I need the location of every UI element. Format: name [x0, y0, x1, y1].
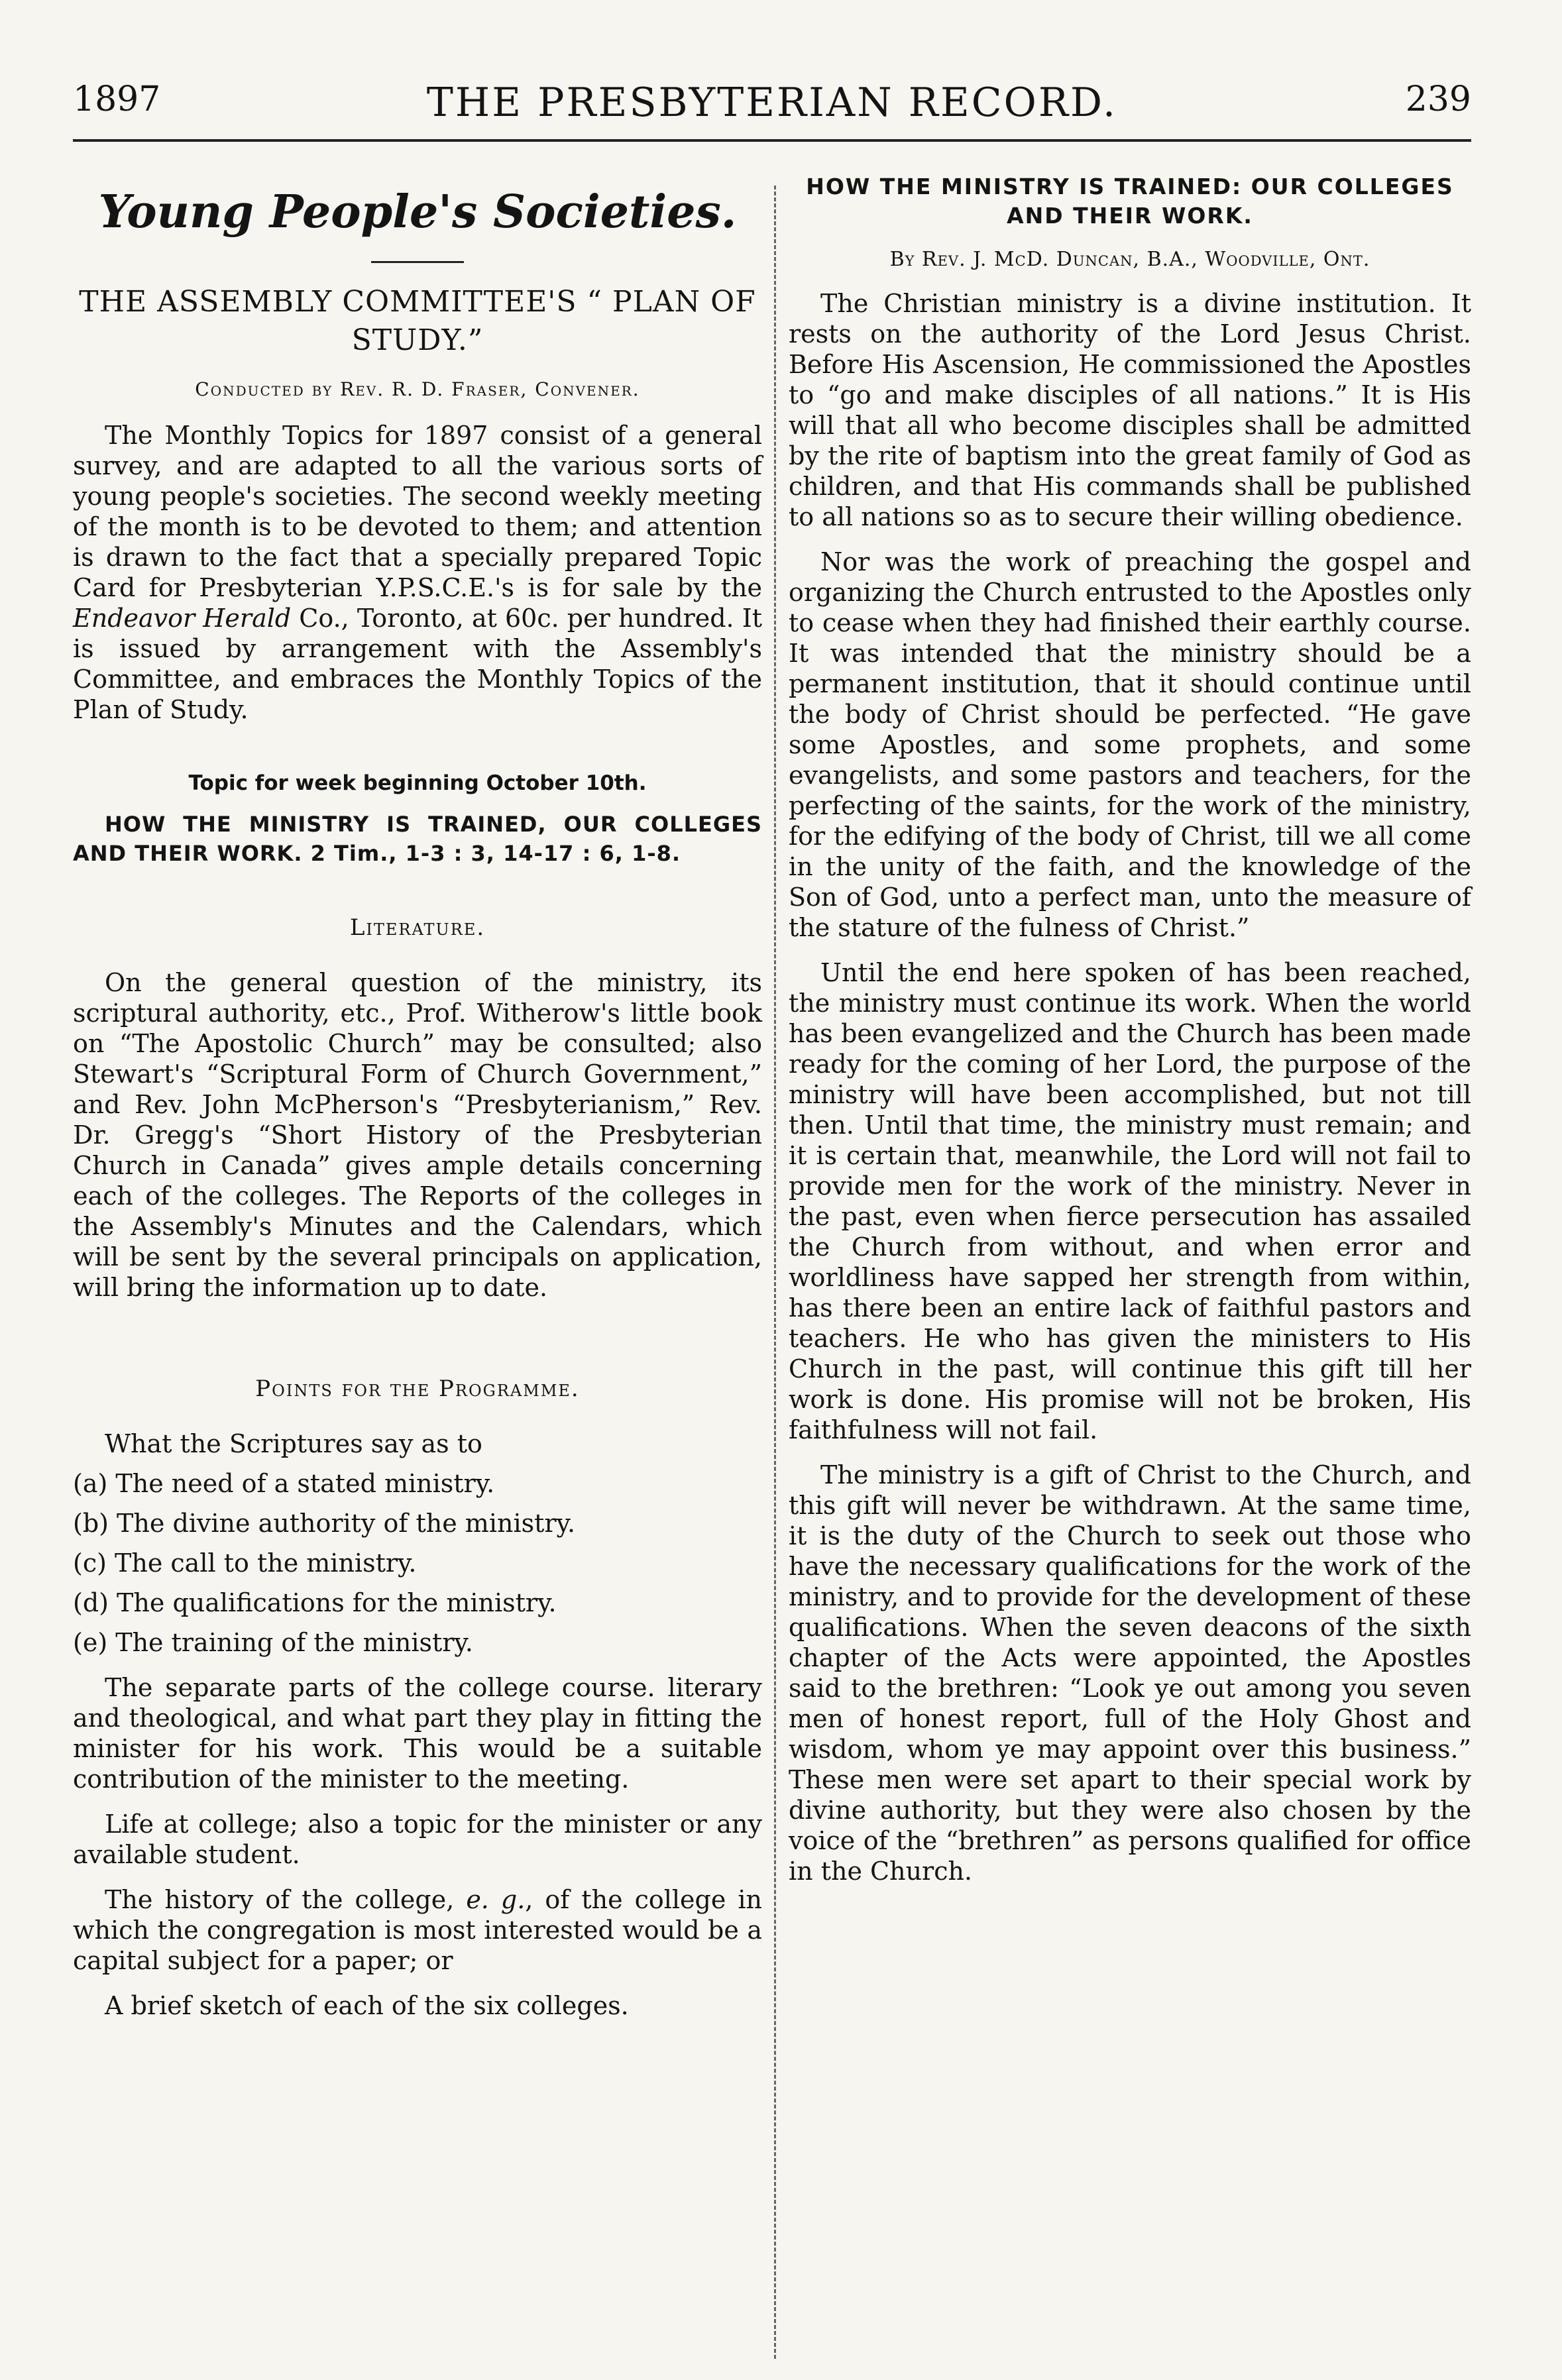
header-page-number: 239	[1405, 80, 1471, 119]
history-text-2: , of the college in which the congregation is most interested would be a capital subject for a paper; or	[73, 1885, 762, 1975]
newspaper-page	[73, 73, 1471, 2020]
literature-title: Literature.	[349, 914, 486, 941]
topic-heading: HOW THE MINISTRY IS TRAINED, OUR COLLEGES AND THEIR WORK. 2 Tim., 1-3 : 3, 14-17 : 6, 1-8.	[73, 812, 762, 866]
right-paragraph: The Christian ministry is a divine institution. It rests on the authority of the Lord Jesus Christ. Before His Ascension, He commissioned the Apostles to “go and make disciples of all nations.” It is His will that all who become disciples shall be admitted by the rite of baptism into the great family of God as children, and that His commands shall be published to all nations so as to secure their willing obedience.	[789, 289, 1471, 531]
header-year: 1897	[73, 80, 161, 119]
column-divider	[774, 186, 776, 2359]
list-item: (b) The divine authority of the ministry.	[73, 1509, 576, 1538]
points-intro: What the Scriptures say as to	[105, 1429, 482, 1458]
section-rule	[371, 261, 464, 263]
columns	[73, 172, 1471, 2359]
right-article-byline: By Rev. J. McD. Duncan, B.A., Woodville, Ont.	[889, 248, 1370, 271]
history-text-1: The history of the college,	[105, 1885, 467, 1914]
sketch-paragraph: A brief sketch of each of the six colleges.	[105, 1991, 629, 2020]
section-title: Young People's Societies.	[98, 186, 737, 239]
right-paragraph: The ministry is a gift of Christ to the Church, and this gift will never be withdrawn. At the same time, it is the duty of the Church to seek out those who have the necessary qualifications for the work of the ministry, and to provide for the development of these qualifications. When the seven deacons of the sixth chapter of the Acts were appointed, the Apostles said to the brethren: “Look ye out among you seven men of honest report, full of the Holy Ghost and wisdom, whom ye may appoint over this business.” These men were set apart to their special work by divine authority, but they were also chosen by the voice of the “brethren” as persons qualified for office in the Church.	[789, 1460, 1471, 1886]
page-header	[73, 73, 1471, 146]
list-item: (d) The qualifications for the ministry.	[73, 1588, 557, 1617]
left-column	[73, 172, 762, 2021]
literature-paragraph: On the general question of the ministry, its scriptural authority, etc., Prof. Witherow's little book on “The Apostolic Church” may be consulted; also Stewart's “Scriptural Form of Church Government,” and Rev. John McPherson's “Presbyterianism,” Rev. Dr. Gregg's “Short History of the Presbyterian Church in Canada” gives ample details concerning each of the colleges. The Reports of the colleges in the Assembly's Minutes and the Calendars, which will be sent by the several principals on application, will bring the information up to date.	[73, 968, 762, 1302]
history-paragraph	[73, 1884, 762, 1976]
header-title: THE PRESBYTERIAN RECORD.	[426, 80, 1118, 126]
right-article-heading: HOW THE MINISTRY IS TRAINED: OUR COLLEGES AND THEIR WORK.	[806, 174, 1454, 229]
life-paragraph: Life at college; also a topic for the minister or any available student.	[73, 1810, 762, 1869]
intro-italic: Endeavor Herald	[73, 604, 292, 633]
topic-line: Topic for week beginning October 10th.	[188, 771, 647, 795]
right-paragraph: Nor was the work of preaching the gospel and organizing the Church entrusted to the Apostles only to cease when they had finished their earthly course. It was intended that the ministry should be a permanent institution, that it should continue until the body of Christ should be perfected. “He gave some Apostles, and some prophets, and some evangelists, and some pastors and teachers, for the perfecting of the saints, for the work of the ministry, for the edifying of the body of Christ, till we all come in the unity of the faith, and the knowledge of the Son of God, unto a perfect man, unto the measure of the stature of the fulness of Christ.”	[789, 547, 1471, 942]
article-heading: THE ASSEMBLY COMMITTEE'S “ PLAN OF STUDY.”	[79, 285, 756, 357]
list-item: (e) The training of the ministry.	[73, 1628, 473, 1657]
list-item: (c) The call to the ministry.	[73, 1548, 417, 1578]
article-byline: Conducted by Rev. R. D. Fraser, Convener.	[195, 378, 640, 400]
intro-text-1: The Monthly Topics for 1897 consist of a general survey, and are adapted to all the various sorts of young people's societies. The second weekly meeting of the month is to be devoted to them; and attention is drawn to the fact that a specially prepared Topic Card for Presbyterian Y.P.S.C.E.'s is for sale by the	[73, 421, 762, 602]
header-rule	[73, 139, 1471, 142]
right-paragraph: Until the end here spoken of has been reached, the ministry must continue its work. When the world has been evangelized and the Church has been made ready for the coming of her Lord, the purpose of the ministry will have been accomplished, but not till then. Until that time, the ministry must remain; and it is certain that, meanwhile, the Lord will not fail to provide men for the work of the ministry. Never in the past, even when fierce persecution has assailed the Church from without, and when error and worldliness have sapped her strength from within, has there been an entire lack of faithful pastors and teachers. He who has given the ministers to His Church in the past, will continue this gift till her work is done. His promise will not be broken, His faithfulness will not fail.	[789, 958, 1471, 1444]
right-column	[789, 172, 1471, 1886]
college-course-paragraph: The separate parts of the college course. literary and theological, and what part they play in fitting the minister for his work. This would be a suitable contribution of the minister to the meeting.	[73, 1673, 762, 1794]
intro-paragraph	[73, 420, 762, 725]
intro-text-2: Co., Toronto, at 60c. per hundred. It is issued by arrangement with the Assembly's Committee, and embraces the Monthly Topics of the Plan of Study.	[73, 604, 763, 724]
history-italic: e. g.	[466, 1885, 526, 1914]
list-item: (a) The need of a stated ministry.	[73, 1469, 495, 1498]
points-title: Points for the Programme.	[255, 1376, 580, 1402]
